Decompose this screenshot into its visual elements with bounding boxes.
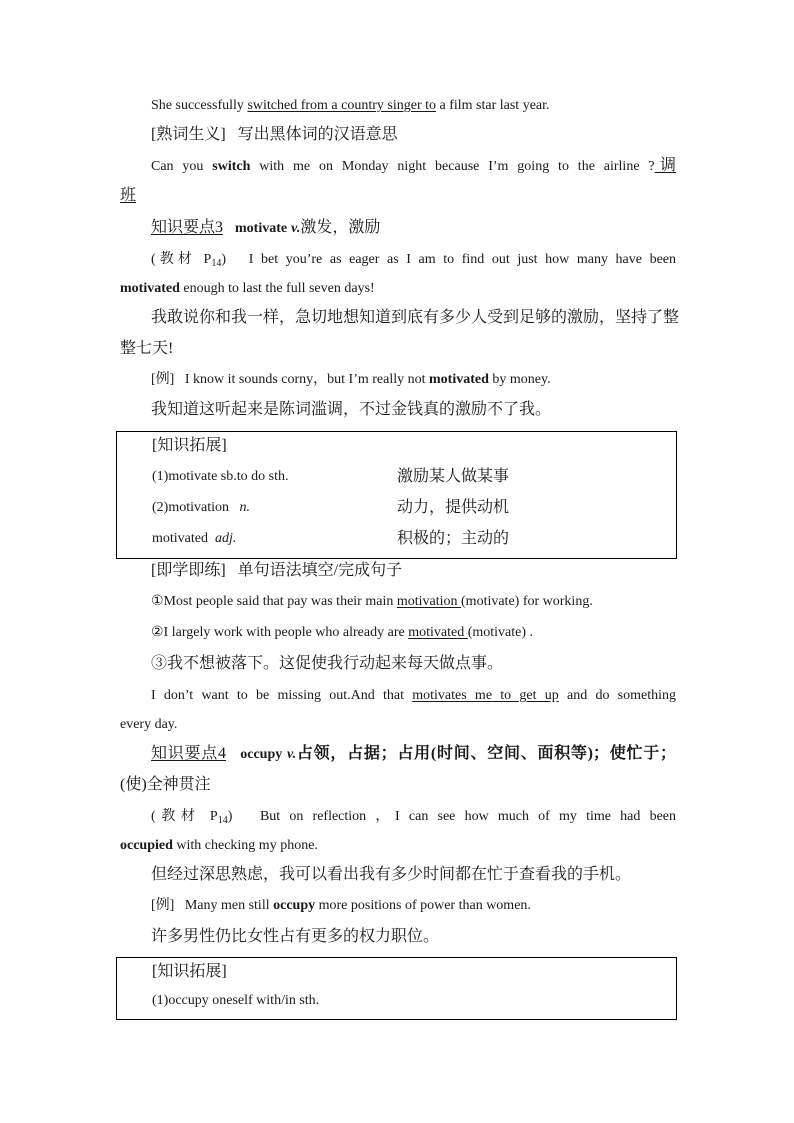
translation-line: 整七天! xyxy=(120,340,174,357)
box-row-meaning: 激励某人做某事 xyxy=(397,468,510,485)
switch-question: Can you switch with me on Monday night because I’m going to the airline ?调 xyxy=(151,157,676,174)
box-row: (1)motivate sb.to do sth. xyxy=(152,469,289,484)
box-title: [知识拓展] xyxy=(152,963,227,980)
box-row: (2)motivation n. xyxy=(152,500,250,515)
example-sentence-switched: She successfully switched from a country singer to a film star last year. xyxy=(151,98,550,113)
knowledge-point-3-heading: 知识要点3 motivate v.激发，激励 xyxy=(151,219,381,236)
textbook-source-motivated: (教材 $P_{14}$) I bet you’re as eager as I am to find out just how many have been xyxy=(151,252,677,269)
box-title: [知识拓展] xyxy=(152,437,227,454)
exercise-2: ②I largely work with people who already are motivated (motivate) . xyxy=(151,625,534,640)
exercise-1: ①Most people said that pay was their main motivation (motivate) for working. xyxy=(151,594,593,609)
translation-line: 我知道这听起来是陈词滥调，不过金钱真的激励不了我。 xyxy=(151,401,552,418)
answer-underline: motivates me to get up xyxy=(412,688,559,703)
familiar-word-heading: [熟词生义] 写出黑体词的汉语意思 xyxy=(151,126,398,143)
translation-line: 许多男性仍比女性占有更多的权力职位。 xyxy=(151,928,440,945)
knowledge-expansion-box xyxy=(116,431,677,559)
box-row-meaning: 积极的；主动的 xyxy=(397,530,510,547)
exercise-3: ③我不想被落下。这促使我行动起来每天做点事。 xyxy=(151,655,504,672)
translation-line: 但经过深思熟虑，我可以看出我有多少时间都在忙于查看我的手机。 xyxy=(151,866,632,883)
box-row: (1)occupy oneself with/in sth. xyxy=(152,993,320,1008)
example-occupy: [例] Many men still occupy more positions of power than women. xyxy=(151,898,531,913)
textbook-source-occupied-cont: occupied with checking my phone. xyxy=(120,838,318,853)
exercise-3-answer-cont: every day. xyxy=(120,717,178,732)
answer-underline: motivated xyxy=(408,625,468,640)
answer-underline: switched from a country singer to xyxy=(247,98,436,113)
switch-answer-cont: 班 xyxy=(120,187,137,204)
knowledge-point-4-heading: 知识要点4 occupy v.占领，占据；占用(时间、空间、面积等)；使忙于； xyxy=(151,745,676,762)
translation-line: 我敢说你和我一样，急切地想知道到底有多少人受到足够的激励，坚持了整 xyxy=(151,309,680,326)
textbook-source-motivated-cont: motivated enough to last the full seven days! xyxy=(120,281,375,296)
exercise-3-answer: I don’t want to be missing out.And that motivates me to get up and do something xyxy=(151,688,677,703)
box-row-meaning: 动力，提供动机 xyxy=(397,499,510,516)
practice-heading: [即学即练] 单句语法填空/完成句子 xyxy=(151,562,403,579)
box-row: motivated adj. xyxy=(152,531,237,546)
textbook-source-occupied: (教材 $P_{14}$) But on reflection ，I can see how much of my time had been xyxy=(151,809,676,826)
knowledge-point-4-heading-cont: (使)全神贯注 xyxy=(120,776,211,793)
answer-underline: 调 xyxy=(654,157,676,174)
example-motivated: [例] I know it sounds corny，but I’m really not motivated by money. xyxy=(151,372,551,387)
knowledge-expansion-box-2 xyxy=(116,957,677,1020)
answer-underline: motivation xyxy=(396,594,462,609)
